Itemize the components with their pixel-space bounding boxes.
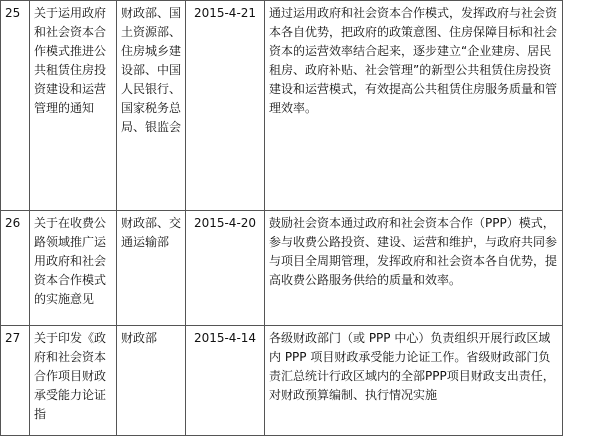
issuing-department: 财政部 bbox=[117, 326, 186, 436]
document-summary: 鼓励社会资本通过政府和社会资本合作（PPP）模式，参与收费公路投资、建设、运营和维护，与政府共同参与项目全周期管理，发挥政府和社会资本各自优势，提高收费公路服务供给的质量和效率。 bbox=[265, 211, 563, 326]
document-title: 关于印发《政府和社会资本合作项目财政承受能力论证指 bbox=[30, 326, 117, 436]
table-row bbox=[1, 326, 563, 436]
row-index: 27 bbox=[1, 326, 30, 436]
row-index: 25 bbox=[1, 1, 30, 211]
table-row bbox=[1, 211, 563, 326]
document-summary: 通过运用政府和社会资本合作模式，发挥政府与社会资本各自优势，把政府的政策意图、住房保障目标和社会资本的运营效率结合起来，逐步建立“企业建房、居民租房、政府补贴、社会管理”的新型公共租赁住房投资建设和运营模式，有效提高公共租赁住房服务质量和管理效率。 bbox=[265, 1, 563, 211]
issue-date: 2015-4-20 bbox=[186, 211, 265, 326]
issue-date: 2015-4-14 bbox=[186, 326, 265, 436]
issuing-department: 财政部、国土资源部、住房城乡建设部、中国人民银行、国家税务总局、银监会 bbox=[117, 1, 186, 211]
issue-date: 2015-4-21 bbox=[186, 1, 265, 211]
document-title: 关于运用政府和社会资本合作模式推进公共租赁住房投资建设和运营管理的通知 bbox=[30, 1, 117, 211]
table-row bbox=[1, 1, 563, 211]
document-summary: 各级财政部门（或 PPP 中心）负责组织开展行政区域内 PPP 项目财政承受能力论证工作。省级财政部门负责汇总统计行政区域内的全部PPP项目财政支出责任，对财政预算编制、执行情况实施 bbox=[265, 326, 563, 436]
issuing-department: 财政部、交通运输部 bbox=[117, 211, 186, 326]
document-title: 关于在收费公路领域推广运用政府和社会资本合作模式的实施意见 bbox=[30, 211, 117, 326]
row-index: 26 bbox=[1, 211, 30, 326]
